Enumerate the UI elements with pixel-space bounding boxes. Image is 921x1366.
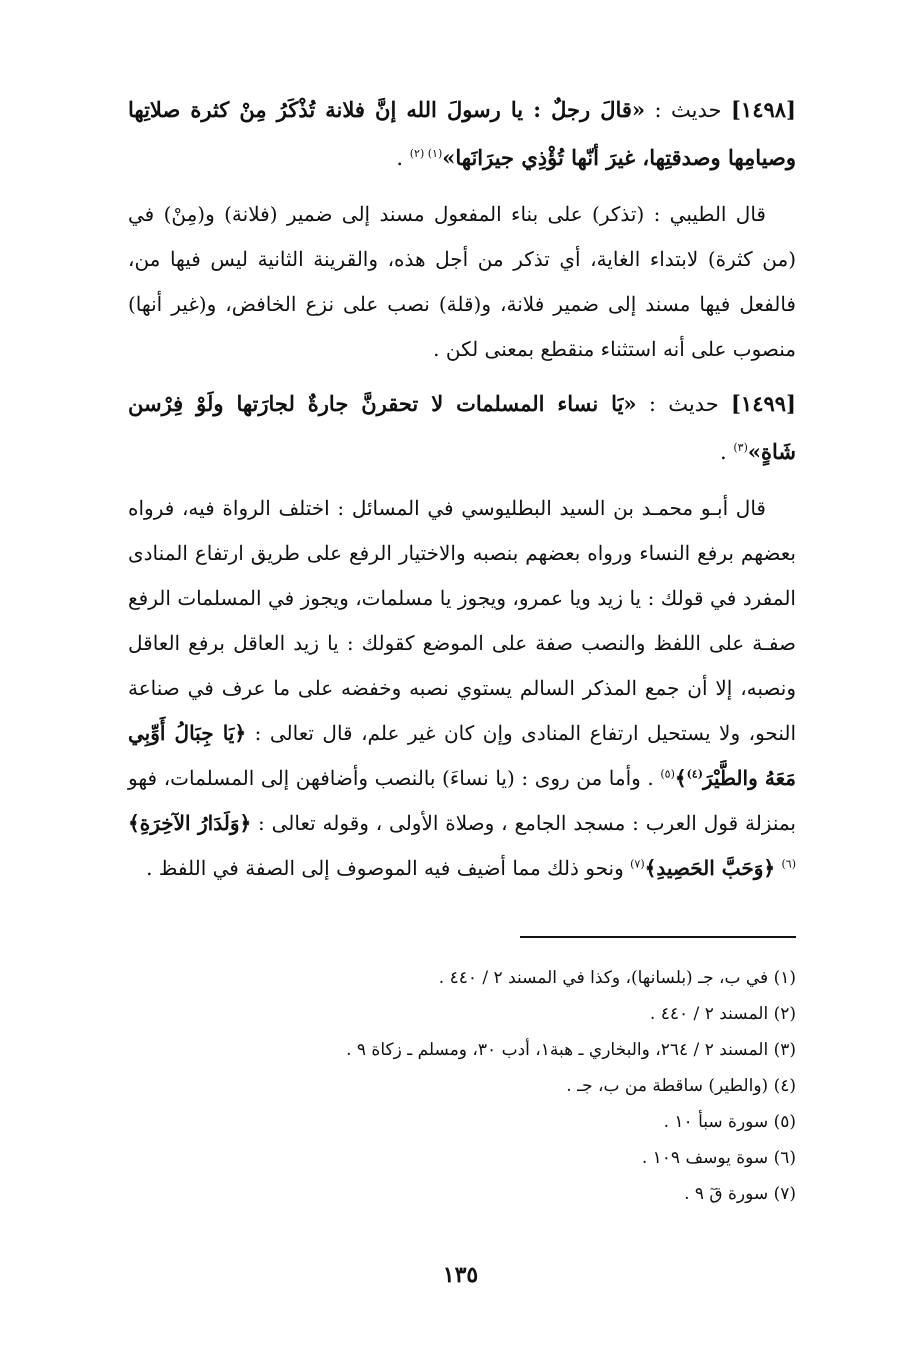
footnote-1: (١) في ب، جـ (بلسانها)، وكذا في المسند ٢ / ٤٤٠ . <box>438 968 796 988</box>
footnote-ref: (٧) <box>630 857 645 871</box>
page-body <box>128 86 796 899</box>
hadith-intro: حديث : <box>654 98 722 122</box>
commentary-batalyawsi <box>128 486 796 891</box>
footnote-6: (٦) سوة يوسف ١٠٩ . <box>641 1148 796 1168</box>
quran-verse: ﴿وَلَدَارُ الآخِرَةِ﴾ <box>128 811 252 835</box>
commentary-part: . وأما من روى : (يا نساءَ) بالنصب وأضافهن إلى المسلمات، فهو بمنزلة قول العرب : مسجد الجامع ، وصلاة الأولى ، وقوله تعالى : <box>128 766 796 835</box>
quran-text: ﴿يَا جِبَالُ أَوِّبِي مَعَهُ والطَّيْرَ <box>128 721 796 790</box>
footnote-3: (٣) المسند ٢ / ٢٦٤، والبخاري ـ هبة١، أدب ٣٠، ومسلم ـ زكاة ٩ . <box>346 1040 796 1060</box>
hadith-text: «يَا نساء المسلمات لا تحقرنَّ جارةٌ لجارَتها ولَوْ فِرْسن شَاةٍ» <box>128 391 796 464</box>
footnote-ref: (٥) <box>660 767 675 781</box>
quran-verse: ﴿وَحَبَّ الحَصِيدِ﴾ <box>644 856 776 880</box>
quran-close: ﴾ <box>674 766 687 790</box>
hadith-1498: [١٤٩٨] حديث : «قالَ رجلٌ : يا رسولَ الله إنَّ فلانة تُذْكَرُ مِنْ كثرة صلاتِها وصيامِها وصدقتِها، غيرَ أنّها تُؤْذِي جيرَانَها»$^{(١) (٢)}$ . <box>128 97 796 170</box>
footnote-7: (٧) سورة قٓ ٩ . <box>684 1184 796 1204</box>
footnote-divider <box>520 936 796 938</box>
footnote-2: (٢) المسند ٢ / ٤٤٠ . <box>649 1004 796 1024</box>
hadith-intro: حديث : <box>648 392 719 416</box>
footnote-ref: (١) (٢) <box>409 147 443 160</box>
commentary-part: قال أبـو محمـد بن السيد البطليوسي في المسائل : اختلف الرواة فيه، فرواه بعضهم برفع النساء ورواه بعضهم بنصبه والاختيار الرفع على طريق ارتفاع المنادى المفرد في قولك : يا زيد ويا عمرو، ويجوز يا مسلمات، ويجوز في المسلمات الرفع صفـة على اللفظ والنصب صفة على الموضع كقولك : يا زيد العاقل برفع العاقل ونصبه، إلا أن جمع المذكر السالم يستوي نصبه وخفضه على ما عرف في صناعة النحو، ولا يستحيل ارتفاع المنادى وإن كان غير علم، قال تعالى : <box>128 496 797 745</box>
hadith-1499: [١٤٩٩] حديث : «يَا نساء المسلمات لا تحقرنَّ جارةٌ لجارَتها ولَوْ فِرْسن شَاةٍ»$^{(٣)}$ . <box>128 391 796 464</box>
commentary-tibi: قال الطيبي : (تذكر) على بناء المفعول مسند إلى ضمير (فلانة) و(مِنْ) في (من كثرة) لابتداء الغاية، أي تذكر من أجل هذه، والقرينة الثانية ليس فيها من، فالفعل فيها مسند إلى ضمير فلانة، و(قلة) نصب على نزع الخافض، و(غير أنها) منصوب على أنه استثناء منقطع بمعنى لكن . <box>128 202 796 361</box>
footnote-4: (٤) (والطير) ساقطة من ب، جـ . <box>566 1076 796 1096</box>
footnote-ref: (٤) <box>686 767 703 781</box>
footnotes <box>128 960 796 1212</box>
footnote-ref: (٦) <box>781 857 796 871</box>
hadith-number: [١٤٩٩] <box>730 391 796 416</box>
footnote-5: (٥) سورة سبأ ١٠ . <box>663 1112 796 1132</box>
commentary-part: ونحو ذلك مما أضيف فيه الموصوف إلى الصفة في اللفظ . <box>146 856 624 880</box>
footnote-ref: (٣) <box>733 441 748 454</box>
page-number: ١٣٥ <box>442 1262 479 1288</box>
hadith-number: [١٤٩٨] <box>730 97 796 122</box>
hadith-text: «قالَ رجلٌ : يا رسولَ الله إنَّ فلانة تُذْكَرُ مِنْ كثرة صلاتِها وصيامِها وصدقتِها، غيرَ أنّها تُؤْذِي جيرَانَها» <box>128 97 796 170</box>
